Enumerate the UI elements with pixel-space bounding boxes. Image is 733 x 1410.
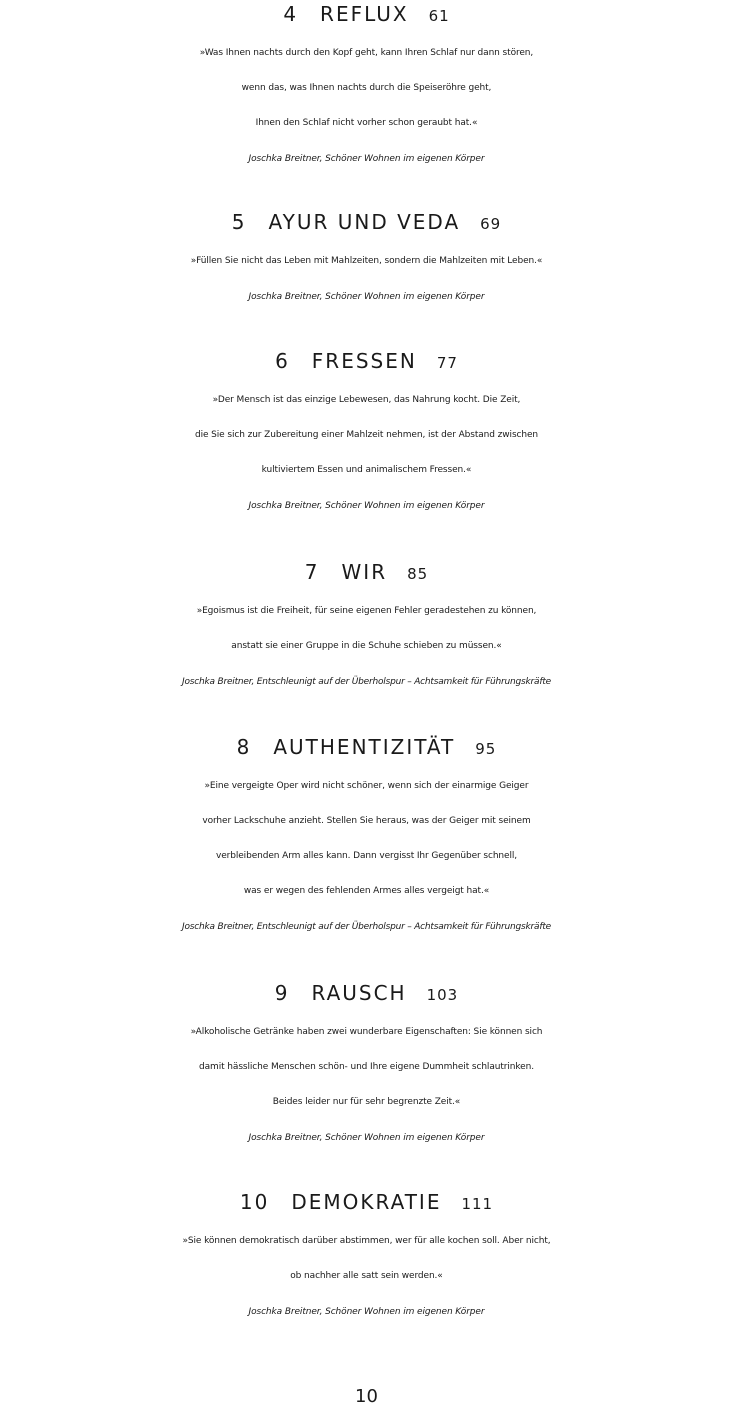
chapter-page: 103 bbox=[426, 986, 459, 1004]
chapter-number: 4 bbox=[283, 2, 299, 26]
quote-line: »Der Mensch ist das einzige Lebewesen, das Nahrung kocht. Die Zeit, bbox=[212, 395, 521, 405]
chapter-quote bbox=[0, 36, 733, 141]
quote-line: was er wegen des fehlenden Armes alles vergeigt hat.« bbox=[243, 886, 490, 896]
quote-line: »Egoismus ist die Freiheit, für seine eigenen Fehler geradestehen zu können, bbox=[196, 606, 537, 616]
toc-entry-8 bbox=[0, 733, 733, 942]
chapter-quote bbox=[0, 769, 733, 909]
chapter-page: 85 bbox=[407, 565, 429, 583]
quote-line: »Eine vergeigte Oper wird nicht schöner, wenn sich der einarmige Geiger bbox=[204, 781, 529, 791]
quote-line: »Alkoholische Getränke haben zwei wunderbare Eigenschaften: Sie können sich bbox=[190, 1027, 543, 1037]
chapter-page: 77 bbox=[436, 354, 458, 372]
chapter-title: FRESSEN bbox=[311, 349, 417, 373]
quote-line: »Was Ihnen nachts durch den Kopf geht, kann Ihren Schlaf nur dann stören, bbox=[199, 48, 534, 58]
chapter-quote bbox=[0, 594, 733, 664]
toc-entry-6 bbox=[0, 347, 733, 521]
chapter-title: WIR bbox=[341, 560, 388, 584]
quote-source: Joschka Breitner, Schöner Wohnen im eigenen Körper bbox=[248, 1307, 485, 1317]
quote-line: anstatt sie einer Gruppe in die Schuhe schieben zu müssen.« bbox=[231, 641, 502, 651]
page-number: 10 bbox=[355, 1386, 378, 1407]
quote-line: »Füllen Sie nicht das Leben mit Mahlzeiten, sondern die Mahlzeiten mit Leben.« bbox=[190, 256, 543, 266]
chapter-number: 7 bbox=[304, 560, 320, 584]
quote-source: Joschka Breitner, Schöner Wohnen im eigenen Körper bbox=[248, 292, 485, 302]
chapter-number: 8 bbox=[236, 735, 252, 759]
quote-line: »Sie können demokratisch darüber abstimmen, wer für alle kochen soll. Aber nicht, bbox=[182, 1236, 551, 1246]
toc-entry-7 bbox=[0, 558, 733, 697]
chapter-quote bbox=[0, 244, 733, 279]
chapter-number: 9 bbox=[274, 981, 290, 1005]
quote-line: die Sie sich zur Zubereitung einer Mahlzeit nehmen, ist der Abstand zwischen bbox=[194, 430, 539, 440]
chapter-title: AYUR UND VEDA bbox=[268, 210, 461, 234]
chapter-quote bbox=[0, 1015, 733, 1120]
chapter-number: 10 bbox=[239, 1190, 270, 1214]
chapter-heading bbox=[0, 558, 733, 586]
quote-line: Beides leider nur für sehr begrenzte Zeit.« bbox=[272, 1097, 461, 1107]
chapter-quote bbox=[0, 383, 733, 488]
chapter-title: DEMOKRATIE bbox=[291, 1190, 442, 1214]
chapter-quote bbox=[0, 1224, 733, 1294]
quote-line: kultiviertem Essen und animalischem Fressen.« bbox=[261, 465, 472, 475]
chapter-page: 69 bbox=[480, 215, 502, 233]
quote-line: verbleibenden Arm alles kann. Dann vergisst Ihr Gegenüber schnell, bbox=[215, 851, 518, 861]
chapter-heading bbox=[0, 1188, 733, 1216]
chapter-heading bbox=[0, 979, 733, 1007]
quote-source: Joschka Breitner, Schöner Wohnen im eigenen Körper bbox=[248, 1133, 485, 1143]
quote-source: Joschka Breitner, Schöner Wohnen im eigenen Körper bbox=[248, 154, 485, 164]
chapter-heading bbox=[0, 733, 733, 761]
quote-line: damit hässliche Menschen schön- und Ihre eigene Dummheit schlautrinken. bbox=[199, 1062, 534, 1072]
quote-line: Ihnen den Schlaf nicht vorher schon geraubt hat.« bbox=[255, 118, 478, 128]
chapter-title: RAUSCH bbox=[311, 981, 407, 1005]
chapter-heading bbox=[0, 347, 733, 375]
toc-entry-9 bbox=[0, 979, 733, 1153]
toc-entry-4 bbox=[0, 0, 733, 174]
quote-source: Joschka Breitner, Schöner Wohnen im eigenen Körper bbox=[248, 501, 485, 511]
chapter-page: 95 bbox=[475, 740, 497, 758]
quote-source: Joschka Breitner, Entschleunigt auf der Überholspur – Achtsamkeit für Führungskräfte bbox=[182, 677, 551, 687]
chapter-page: 61 bbox=[428, 7, 450, 25]
quote-line: wenn das, was Ihnen nachts durch die Speiseröhre geht, bbox=[241, 83, 492, 93]
toc-entry-5 bbox=[0, 208, 733, 312]
toc-entry-10 bbox=[0, 1188, 733, 1327]
quote-line: ob nachher alle satt sein werden.« bbox=[290, 1271, 443, 1281]
quote-line: vorher Lackschuhe anzieht. Stellen Sie heraus, was der Geiger mit seinem bbox=[202, 816, 531, 826]
chapter-title: AUTHENTIZITÄT bbox=[273, 735, 456, 759]
chapter-number: 5 bbox=[231, 210, 247, 234]
chapter-page: 111 bbox=[461, 1195, 494, 1213]
quote-source: Joschka Breitner, Entschleunigt auf der Überholspur – Achtsamkeit für Führungskräfte bbox=[182, 922, 551, 932]
chapter-heading bbox=[0, 0, 733, 28]
chapter-number: 6 bbox=[275, 349, 290, 373]
chapter-title: REFLUX bbox=[320, 2, 409, 26]
chapter-heading bbox=[0, 208, 733, 236]
